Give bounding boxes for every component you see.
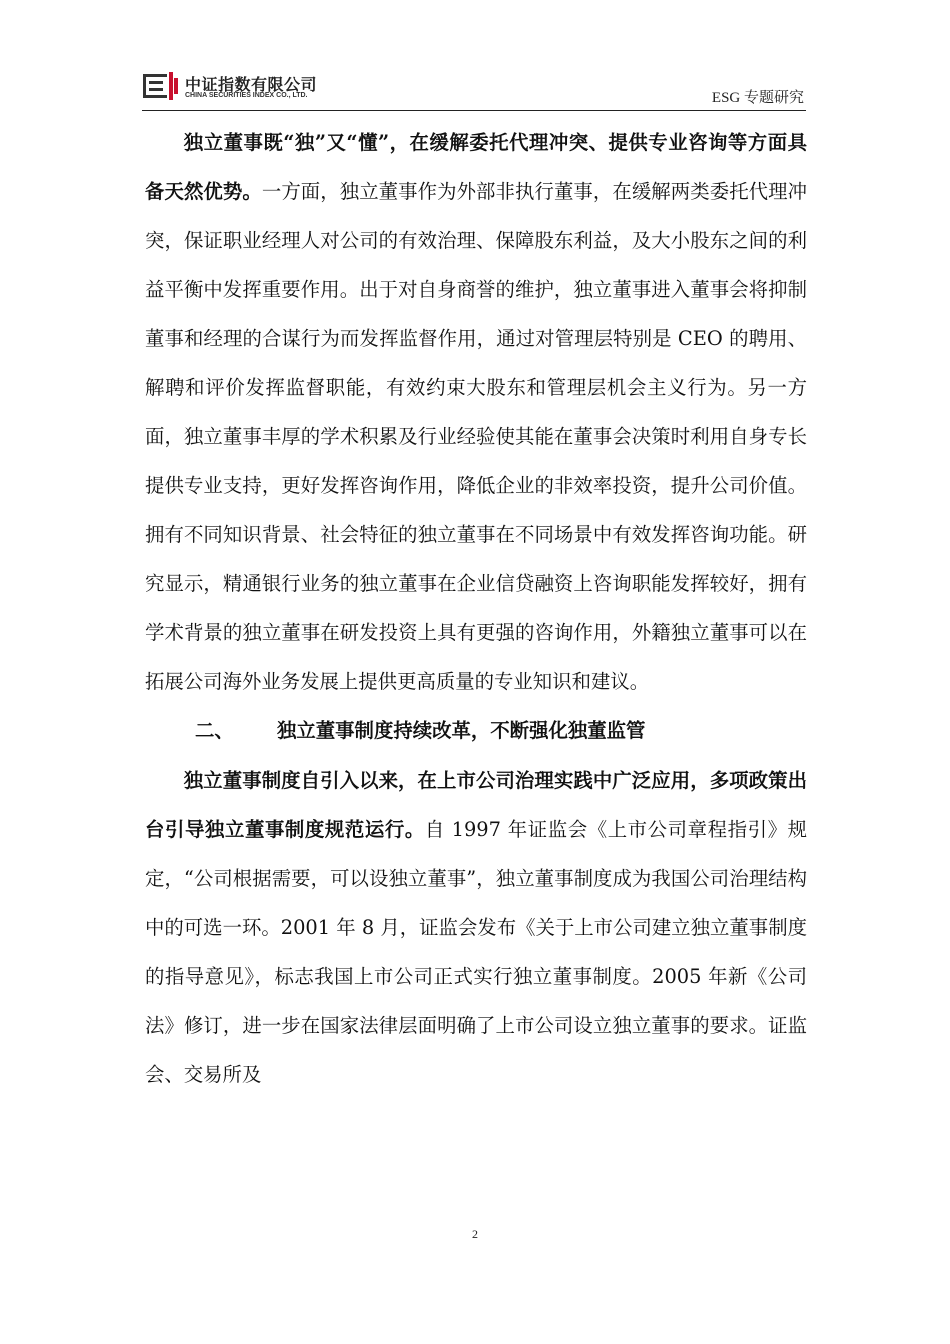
paragraph-lead: 独立董事制度自引入以来，在上市公司治理实践中广泛应用，多项政策出台引导独立董事制度规范运行。 (145, 769, 807, 841)
paragraph (145, 118, 807, 706)
paragraph (145, 756, 807, 1099)
page-header (0, 0, 950, 112)
logo-english-name: CHINA SECURITIES INDEX CO., LTD. (185, 92, 308, 99)
paragraph-lead: 独立董事既“独”又“懂”，在缓解委托代理冲突、提供专业咨询等方面具备天然优势。 (145, 131, 807, 203)
paragraph-text: 自 1997 年证监会《上市公司章程指引》规定，“公司根据需要，可以设独立董事”，独立董事制度成为我国公司治理结构中的可选一环。2001 年 8 月，证监会发布《关于上市公司建立独立董事制度的指导意见》，标志我国上市公司正式实行独立董事制度。2005 年新《公司法》修订，进一步在国家法律层面明确了上市公司设立独立董事的要求。证监会、交易所及 (145, 818, 807, 1086)
section-title: 独立董事制度持续改革，不断强化独董监管 (277, 719, 646, 742)
company-logo (143, 70, 343, 104)
section-heading (145, 706, 807, 756)
header-divider (142, 110, 806, 111)
paragraph-text: 一方面，独立董事作为外部非执行董事，在缓解两类委托代理冲突，保证职业经理人对公司的有效治理、保障股东利益，及大小股东之间的利益平衡中发挥重要作用。出于对自身商誉的维护，独立董事进入董事会将抑制董事和经理的合谋行为而发挥监督作用，通过对管理层特别是 CEO 的聘用、解聘和评价发挥监督职能，有效约束大股东和管理层机会主义行为。另一方面，独立董事丰厚的学术积累及行业经验使其能在董事会决策时利用自身专长提供专业支持，更好发挥咨询作用，降低企业的非效率投资，提升公司价值。拥有不同知识背景、社会特征的独立董事在不同场景中有效发挥咨询功能。研究显示，精通银行业务的独立董事在企业信贷融资上咨询职能发挥较好，拥有学术背景的独立董事在研发投资上具有更强的咨询作用，外籍独立董事可以在拓展公司海外业务发展上提供更高质量的专业知识和建议。 (145, 180, 808, 693)
document-body (145, 118, 807, 1099)
report-series-title: ESG 专题研究 (711, 90, 804, 106)
csi-logo-icon (143, 72, 179, 100)
section-number: 二、 (195, 719, 234, 742)
page-number: 2 (472, 1227, 478, 1241)
logo-chinese-name: 中证指数有限公司 (185, 75, 318, 94)
